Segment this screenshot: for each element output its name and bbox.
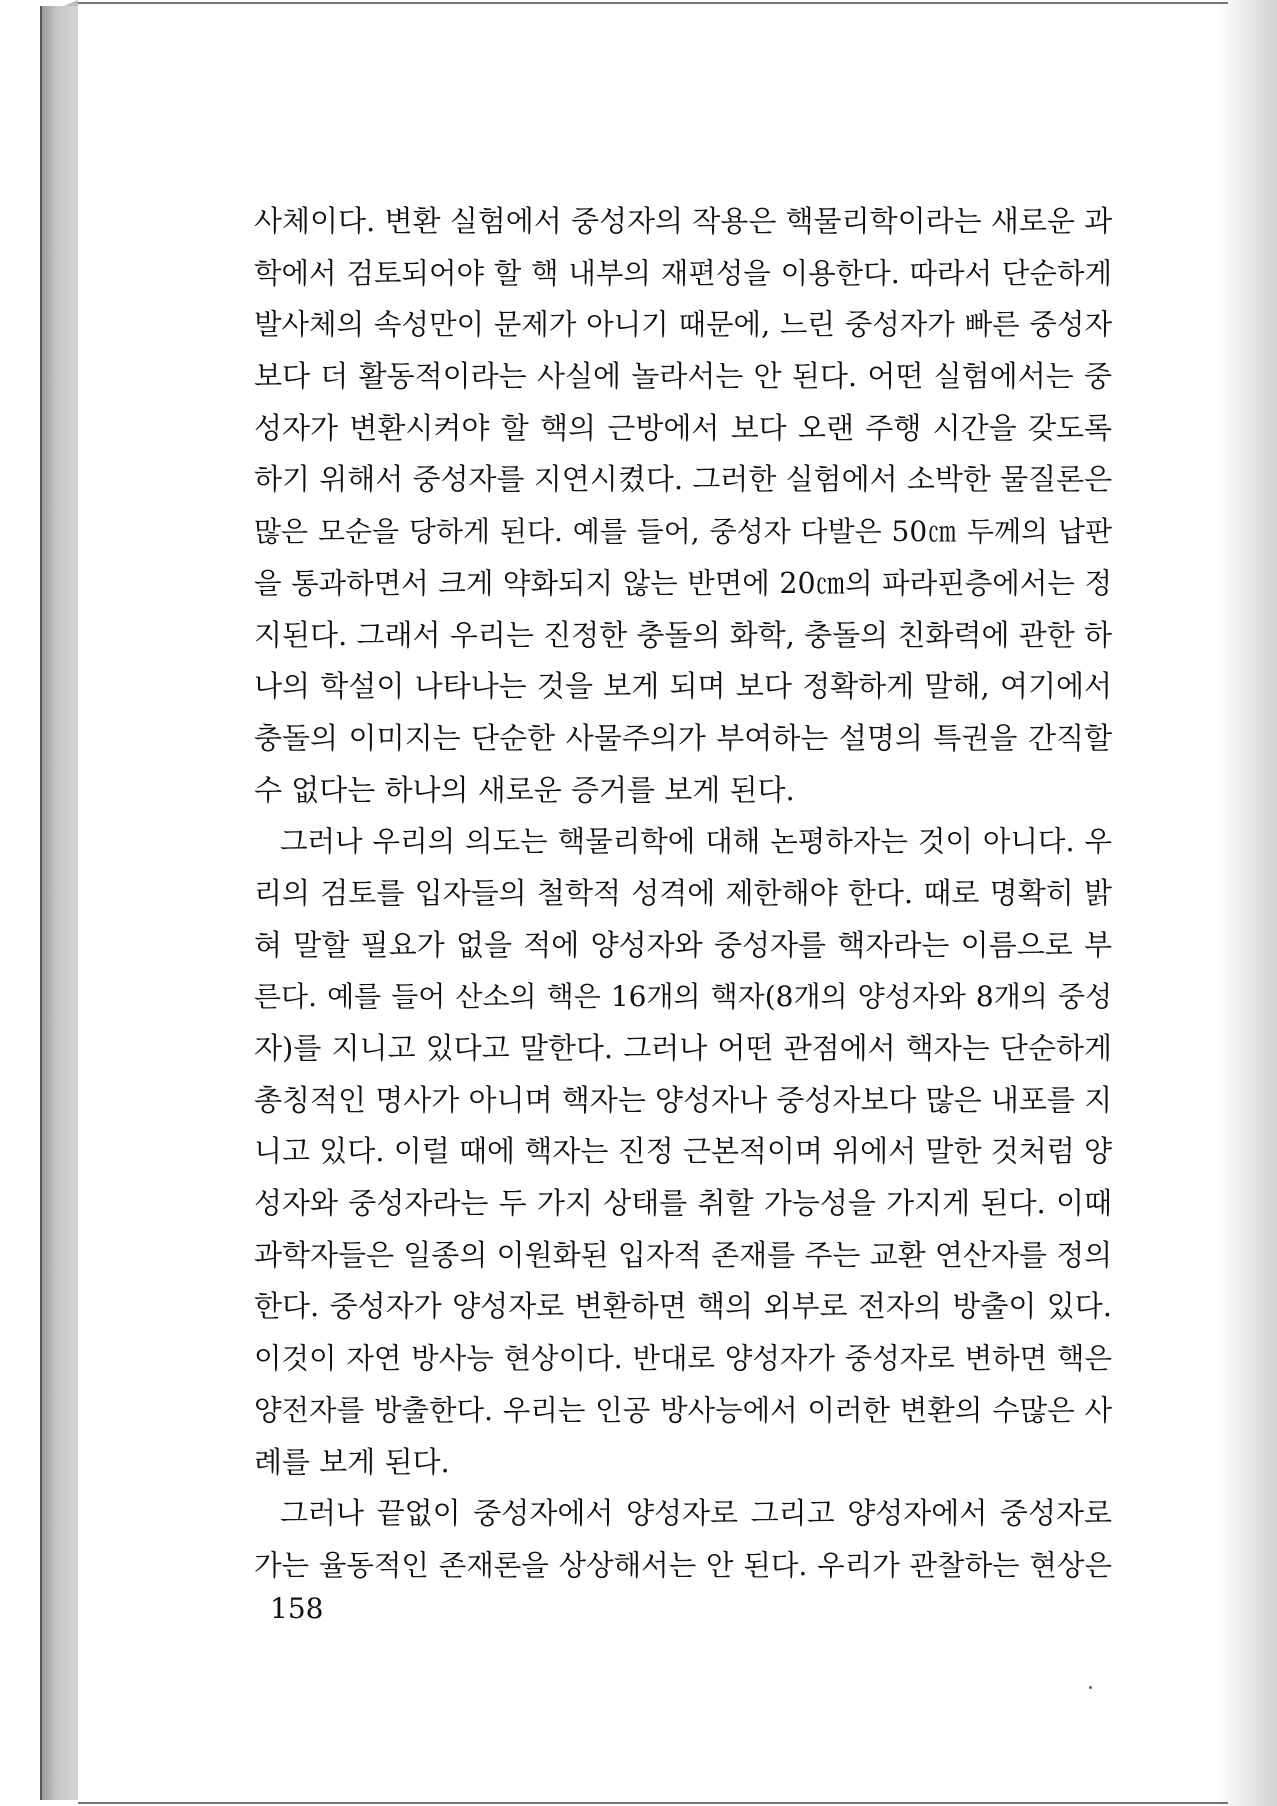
text-line: 양전자를 방출한다. 우리는 인공 방사능에서 이러한 변환의 수많은 사 xyxy=(254,1393,1112,1427)
text-line: 과학자들은 일종의 이원화된 입자적 존재를 주는 교환 연산자를 정의 xyxy=(254,1237,1113,1272)
text-line: 발사체의 속성만이 문제가 아니기 때문에, 느린 중성자가 빠른 중성자 xyxy=(254,308,1112,342)
body-text xyxy=(254,196,1112,1592)
text-line: 사체이다. 변환 실험에서 중성자의 작용은 핵물리학이라는 새로운 과 xyxy=(254,204,1113,238)
text-line: 총칭적인 명사가 아니며 핵자는 양성자나 중성자보다 많은 내포를 지 xyxy=(254,1082,1113,1117)
text-line: 가는 율동적인 존재론을 상상해서는 안 된다. 우리가 관찰하는 현상은 xyxy=(254,1548,1112,1582)
book-spine xyxy=(40,6,80,1800)
text-line: 한다. 중성자가 양성자로 변환하면 핵의 외부로 전자의 방출이 있다. xyxy=(254,1289,1112,1324)
text-line: 학에서 검토되어야 할 핵 내부의 재편성을 이용한다. 따라서 단순하게 xyxy=(254,256,1112,290)
page-number: 158 xyxy=(270,1592,324,1625)
text-line-indented: 그러나 우리의 의도는 핵물리학에 대해 논평하자는 것이 아니다. 우 xyxy=(280,825,1112,859)
text-line: 성자가 변환시켜야 할 핵의 근방에서 보다 오랜 주행 시간을 갖도록 xyxy=(254,410,1112,445)
text-line-indented: 그러나 끝없이 중성자에서 양성자로 그리고 양성자에서 중성자로 xyxy=(280,1496,1112,1531)
text-line: 나의 학설이 나타나는 것을 보게 되며 보다 정확하게 말해, 여기에서 xyxy=(254,669,1112,704)
page-shadow xyxy=(1217,0,1277,1806)
text-line: 하기 위해서 중성자를 지연시켰다. 그러한 실험에서 소박한 물질론은 xyxy=(254,462,1113,497)
text-line: 지된다. 그래서 우리는 진정한 충돌의 화학, 충돌의 친화력에 관한 하 xyxy=(254,617,1112,652)
text-line: 른다. 예를 들어 산소의 핵은 16개의 핵자(8개의 양성자와 8개의 중성 xyxy=(254,980,1112,1014)
text-line: 례를 보게 된다. xyxy=(254,1444,450,1479)
scan-speck xyxy=(1089,1686,1092,1689)
text-line: 수 없다는 하나의 새로운 증거를 보게 된다. xyxy=(254,772,795,807)
text-line: 니고 있다. 이럴 때에 핵자는 진정 근본적이며 위에서 말한 것처럼 양 xyxy=(254,1134,1112,1169)
text-line: 충돌의 이미지는 단순한 사물주의가 부여하는 설명의 특권을 간직할 xyxy=(254,720,1112,755)
text-line: 리의 검토를 입자들의 철학적 성격에 제한해야 한다. 때로 명확히 밝 xyxy=(254,875,1112,910)
text-line: 많은 모순을 당하게 된다. 예를 들어, 중성자 다발은 50㎝ 두께의 납판 xyxy=(254,515,1112,549)
text-line: 혀 말할 필요가 없을 적에 양성자와 중성자를 핵자라는 이름으로 부 xyxy=(254,927,1112,962)
text-line: 자)를 지니고 있다고 말한다. 그러나 어떤 관점에서 핵자는 단순하게 xyxy=(254,1031,1112,1065)
text-line: 성자와 중성자라는 두 가지 상태를 취할 가능성을 가지게 된다. 이때 xyxy=(254,1186,1112,1221)
text-line: 보다 더 활동적이라는 사실에 놀라서는 안 된다. 어떤 실험에서는 중 xyxy=(254,359,1112,394)
text-line: 을 통과하면서 크게 약화되지 않는 반면에 20㎝의 파라핀층에서는 정 xyxy=(254,566,1112,600)
text-line: 이것이 자연 방사능 현상이다. 반대로 양성자가 중성자로 변하면 핵은 xyxy=(254,1342,1112,1376)
